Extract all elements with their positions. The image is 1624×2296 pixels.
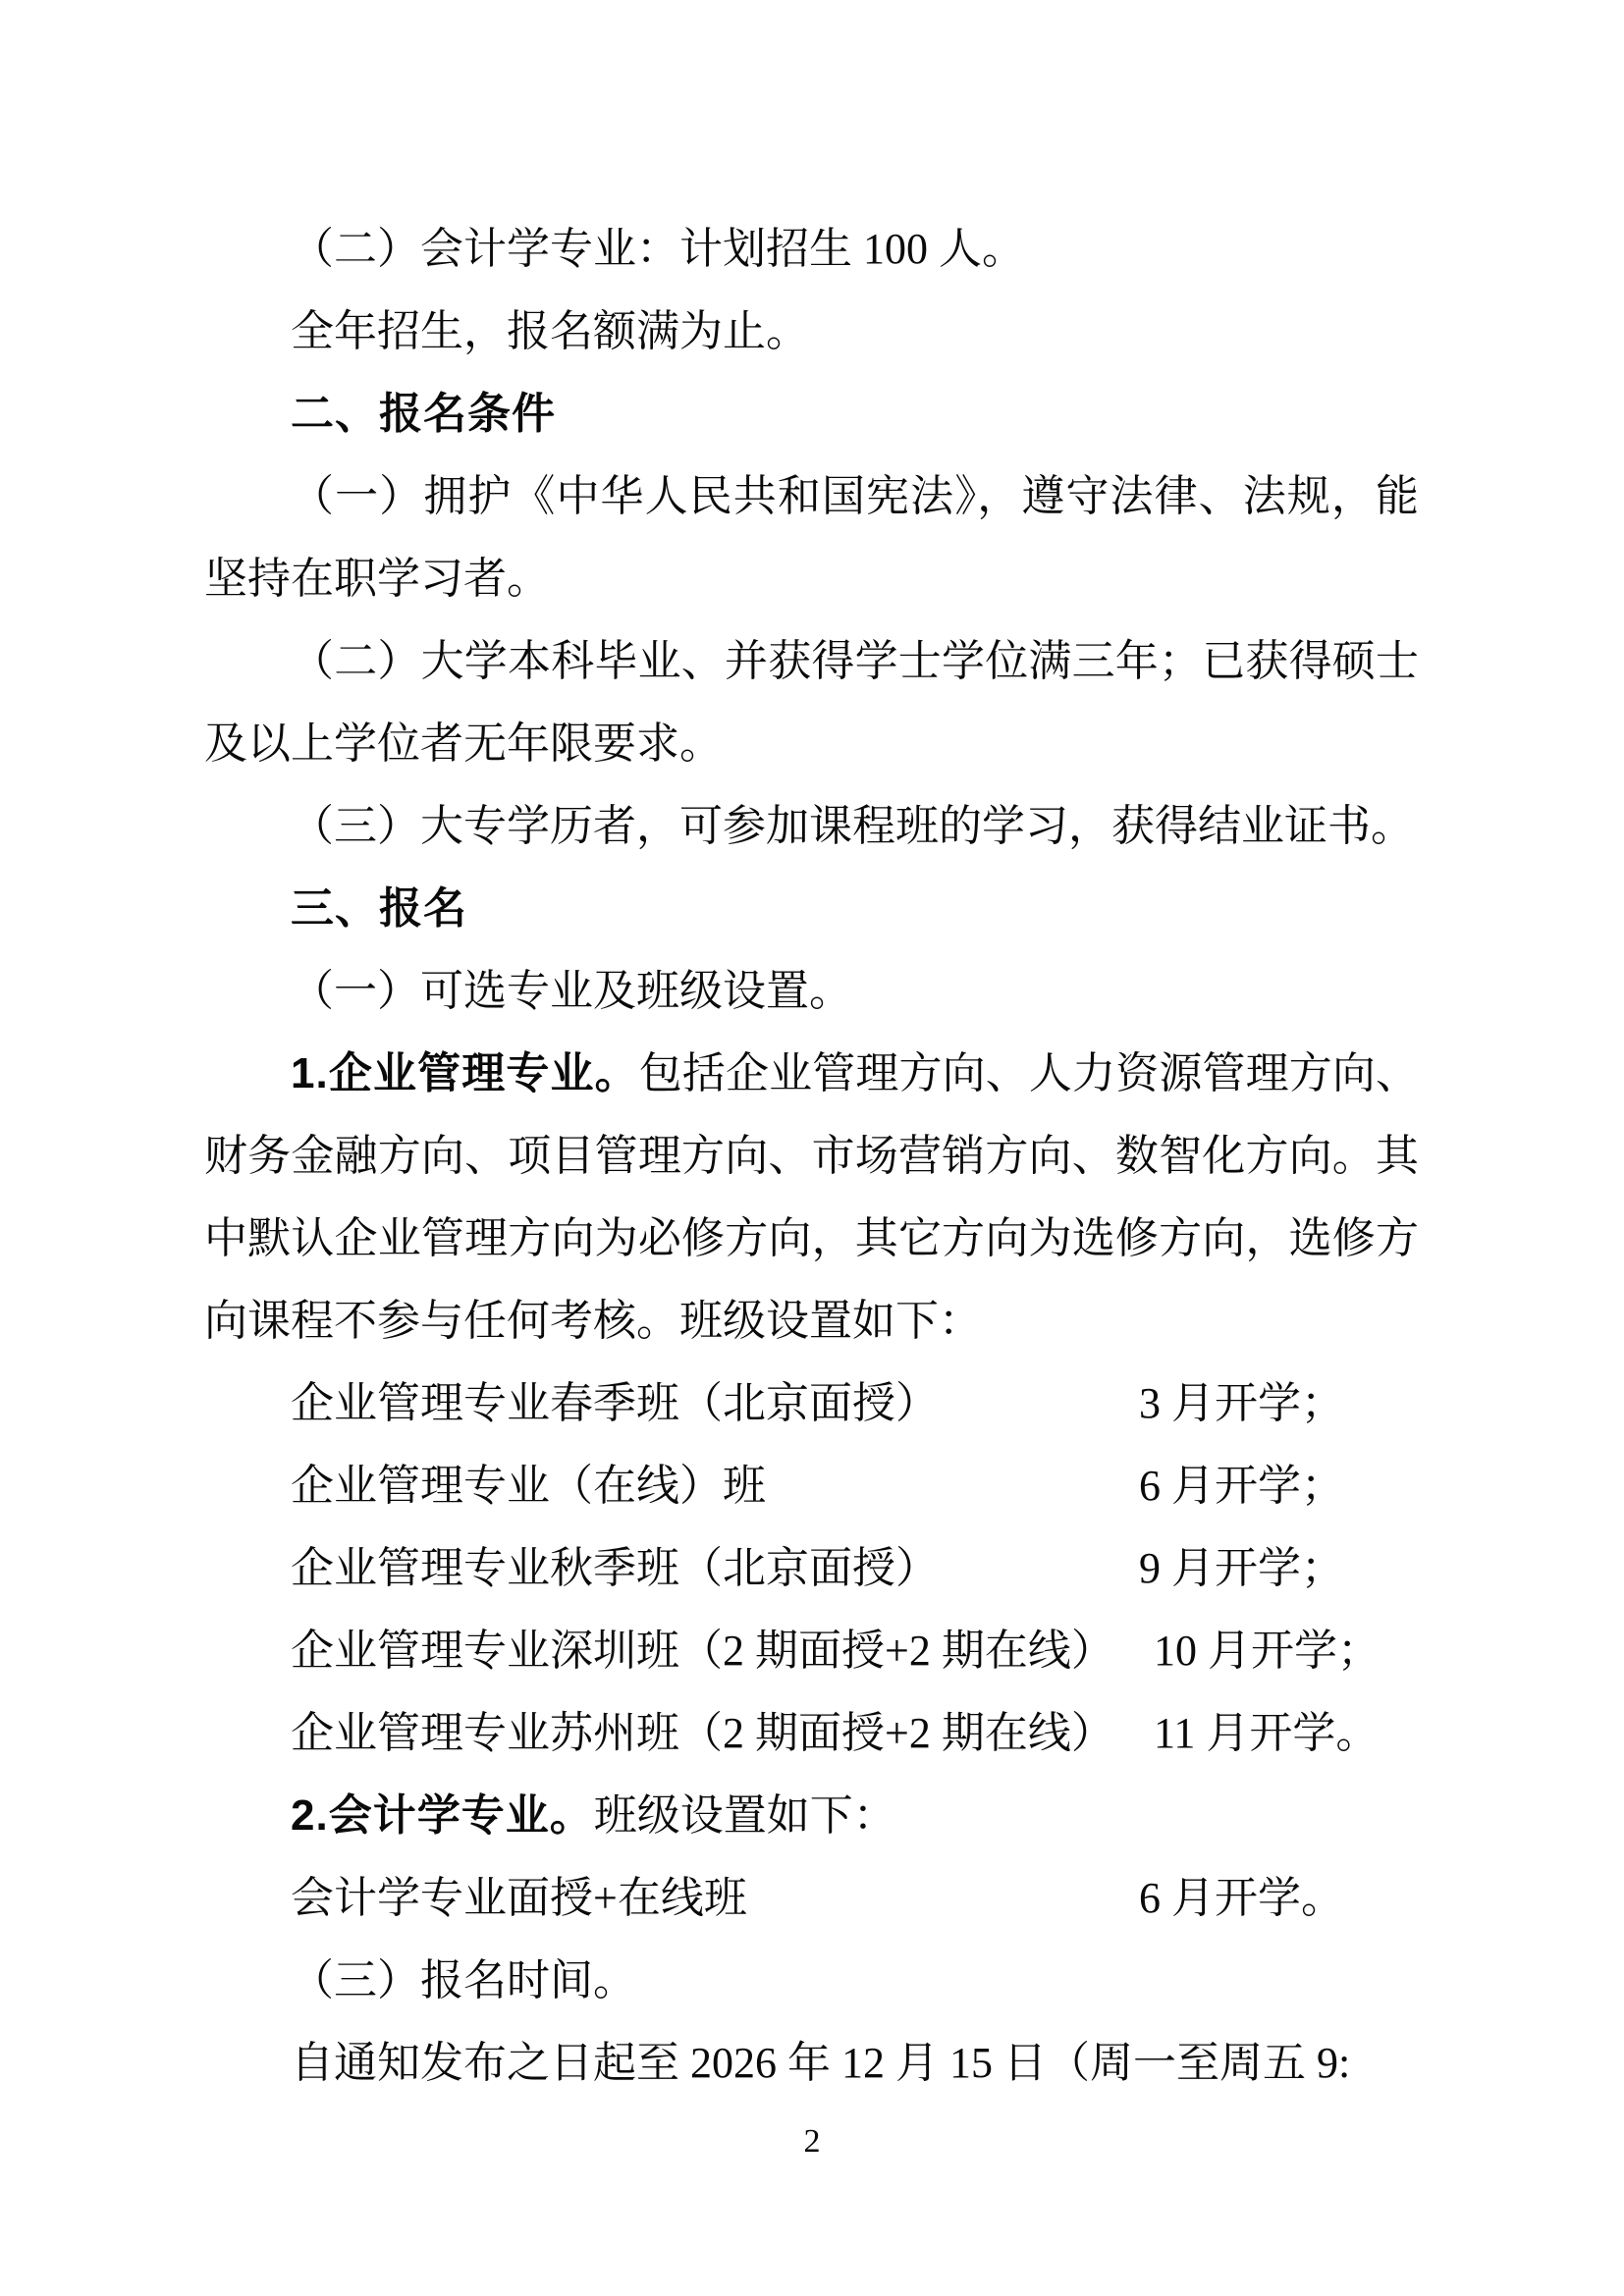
class-name: 企业管理专业苏州班（2 期面授+2 期在线） [291,1709,1114,1757]
schedule-row-spring-beijing [204,1362,1419,1445]
business-major-description: 包括企业管理方向、人力资源管理方向、 [638,1049,1419,1097]
accounting-major-title: 2.会计学专业。 [291,1791,594,1840]
paragraph-year-round-enrollment: 全年招生，报名额满为止。 [291,307,809,355]
start-month: 11 月开学。 [1154,1709,1380,1757]
paragraph-condition-1: （一）拥护《中华人民共和国宪法》，遵守法律、法规，能 [291,472,1419,520]
section-heading-registration: 三、报名 [291,884,467,933]
paragraph-condition-3: （三）大专学历者，可参加课程班的学习，获得结业证书。 [291,802,1414,850]
schedule-row-suzhou [204,1692,1419,1775]
start-month: 6 月开学； [1139,1462,1344,1510]
paragraph-registration-time-heading: （三）报名时间。 [291,1956,636,2004]
paragraph-majors-and-classes: （一）可选专业及班级设置。 [291,967,852,1015]
business-major-title: 1.企业管理专业。 [291,1049,639,1097]
class-name: 企业管理专业（在线）班 [291,1462,766,1510]
paragraph-business-major-continued-1: 财务金融方向、项目管理方向、市场营销方向、数智化方向。其 [204,1132,1419,1180]
start-month: 3 月开学； [1139,1379,1344,1427]
schedule-row-accounting [204,1857,1419,1940]
class-name: 企业管理专业秋季班（北京面授） [291,1544,939,1592]
paragraph-accounting-major [204,1775,1419,1857]
paragraph-condition-2: （二）大学本科毕业、并获得学士学位满三年；已获得硕士 [291,637,1419,685]
paragraph-business-major-continued-2: 中默认企业管理方向为必修方向，其它方向为选修方向，选修方 [204,1214,1419,1262]
start-month: 9 月开学； [1139,1544,1344,1592]
section-heading-registration-conditions: 二、报名条件 [291,390,556,438]
paragraph-registration-period: 自通知发布之日起至 2026 年 12 月 15 日（周一至周五 9: [291,2039,1351,2087]
document-body [204,208,1419,2105]
paragraph-condition-2-continued: 及以上学位者无年限要求。 [204,720,723,768]
paragraph-condition-1-continued: 坚持在职学习者。 [204,555,550,603]
class-name: 企业管理专业春季班（北京面授） [291,1379,939,1427]
accounting-major-description: 班级设置如下： [593,1791,896,1840]
class-name: 会计学专业面授+在线班 [291,1874,747,1922]
start-month: 10 月开学； [1154,1627,1380,1675]
schedule-row-online [204,1445,1419,1527]
page-number: 2 [803,2123,821,2160]
schedule-row-autumn-beijing [204,1527,1419,1610]
class-name: 企业管理专业深圳班（2 期面授+2 期在线） [291,1627,1114,1675]
schedule-row-shenzhen [204,1610,1419,1692]
paragraph-business-major-continued-3: 向课程不参与任何考核。班级设置如下： [204,1297,982,1345]
paragraph-business-major [204,1033,1419,1115]
paragraph-accounting-quota: （二）会计学专业：计划招生 100 人。 [291,225,1025,273]
start-month: 6 月开学。 [1139,1874,1344,1922]
